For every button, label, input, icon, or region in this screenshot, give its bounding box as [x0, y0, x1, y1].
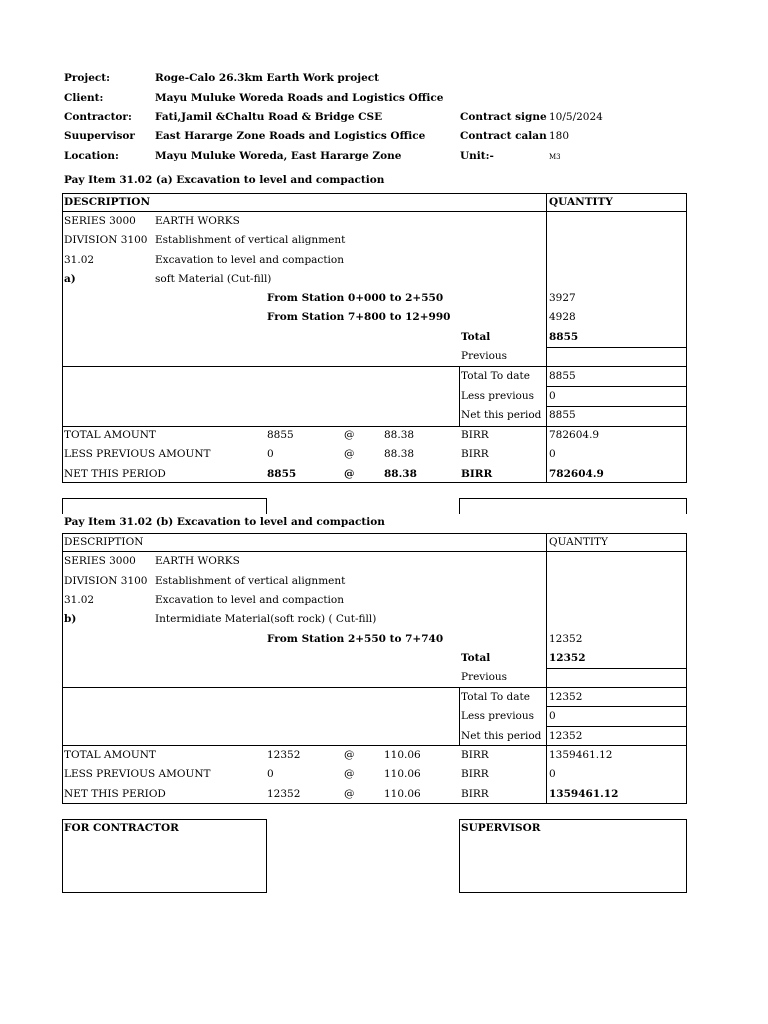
amount-row-rate: 110.06	[384, 788, 421, 800]
less-previous-value: 0	[549, 710, 556, 722]
amount-row-amount: 1359461.12	[549, 788, 619, 800]
amount-row-at: @	[344, 749, 355, 761]
amount-row-rate: 110.06	[384, 749, 421, 761]
station-2-quantity: 4928	[549, 311, 576, 323]
less-previous-label: Less previous	[461, 710, 535, 722]
amount-row-amount: 1359461.12	[549, 749, 613, 761]
project-label: Project:	[64, 72, 111, 84]
divider	[459, 366, 460, 426]
divider	[62, 687, 687, 688]
divider	[546, 406, 687, 407]
divider	[546, 668, 687, 669]
total-quantity: 12352	[549, 652, 586, 664]
amount-row-currency: BIRR	[461, 468, 493, 480]
divider	[459, 687, 460, 745]
quantity-header: QUANTITY	[549, 536, 608, 548]
amount-row-rate: 88.38	[384, 448, 415, 460]
supervisor-value: East Hararge Zone Roads and Logistics Office	[155, 130, 426, 142]
sub-item-code: a)	[64, 273, 76, 285]
total-to-date-value: 8855	[549, 370, 576, 382]
amount-row-amount: 0	[549, 768, 556, 780]
divider	[62, 551, 687, 552]
total-to-date-label: Total To date	[461, 370, 530, 382]
station-1-label: From Station 2+550 to 7+740	[267, 633, 444, 645]
blank-box	[62, 498, 267, 514]
amount-row-label: NET THIS PERIOD	[64, 468, 166, 480]
amount-row-amount: 782604.9	[549, 468, 604, 480]
sub-item-name: Intermidiate Material(soft rock) ( Cut-fill)	[155, 613, 377, 625]
pay-item-a-title: Pay Item 31.02 (a) Excavation to level and compaction	[64, 174, 385, 186]
amount-row-currency: BIRR	[461, 749, 489, 761]
divider	[62, 745, 687, 746]
series-name: EARTH WORKS	[155, 215, 240, 227]
project-value: Roge-Calo 26.3km Earth Work project	[155, 72, 380, 84]
series-name: EARTH WORKS	[155, 555, 240, 567]
amount-row-amount: 0	[549, 448, 556, 460]
less-previous-value: 0	[549, 390, 556, 402]
description-header: DESCRIPTION	[64, 196, 151, 208]
contractor-label: Contractor:	[64, 111, 132, 123]
division-code: DIVISION 3100	[64, 234, 148, 246]
amount-row-rate: 88.38	[384, 468, 417, 480]
item-name: Excavation to level and compaction	[155, 254, 344, 266]
sub-item-name: soft Material (Cut-fill)	[155, 273, 272, 285]
amount-row-amount: 782604.9	[549, 429, 600, 441]
amount-row-label: NET THIS PERIOD	[64, 788, 166, 800]
net-this-period-label: Net this period	[461, 730, 542, 742]
divider	[546, 193, 547, 483]
amount-row-label: LESS PREVIOUS AMOUNT	[64, 448, 211, 460]
amount-row-qty: 0	[267, 768, 274, 780]
unit-value: M3	[549, 153, 561, 161]
amount-row-at: @	[344, 468, 355, 480]
client-value: Mayu Muluke Woreda Roads and Logistics Office	[155, 92, 444, 104]
amount-row-qty: 12352	[267, 749, 301, 761]
amount-row-qty: 8855	[267, 429, 294, 441]
contract-calendar-value: 180	[549, 130, 570, 142]
supervisor-label: Suupervisor	[64, 130, 135, 142]
amount-row-at: @	[344, 788, 355, 800]
pay-item-b-title: Pay Item 31.02 (b) Excavation to level and compaction	[64, 516, 385, 528]
contract-signed-label: Contract signe	[460, 111, 547, 123]
sub-item-code: b)	[64, 613, 77, 625]
blank-box	[459, 498, 687, 514]
division-name: Establishment of vertical alignment	[155, 234, 346, 246]
amount-row-currency: BIRR	[461, 788, 489, 800]
amount-row-rate: 88.38	[384, 429, 415, 441]
station-1-quantity: 12352	[549, 633, 583, 645]
total-to-date-value: 12352	[549, 691, 583, 703]
total-to-date-label: Total To date	[461, 691, 530, 703]
previous-label: Previous	[461, 350, 508, 362]
division-code: DIVISION 3100	[64, 575, 148, 587]
net-this-period-value: 12352	[549, 730, 583, 742]
location-label: Location:	[64, 150, 119, 162]
amount-row-rate: 110.06	[384, 768, 421, 780]
amount-row-qty: 12352	[267, 788, 301, 800]
contract-signed-value: 10/5/2024	[549, 111, 603, 123]
amount-row-qty: 8855	[267, 468, 297, 480]
series-code: SERIES 3000	[64, 215, 136, 227]
amount-row-label: TOTAL AMOUNT	[64, 749, 156, 761]
divider	[546, 726, 687, 727]
divider	[62, 426, 687, 427]
item-name: Excavation to level and compaction	[155, 594, 344, 606]
contract-calendar-label: Contract calan	[460, 130, 547, 142]
contractor-signature-label: FOR CONTRACTOR	[64, 822, 179, 834]
client-label: Client:	[64, 92, 104, 104]
description-header: DESCRIPTION	[64, 536, 144, 548]
supervisor-signature-label: SUPERVISOR	[461, 822, 541, 834]
total-quantity: 8855	[549, 331, 579, 343]
division-name: Establishment of vertical alignment	[155, 575, 346, 587]
series-code: SERIES 3000	[64, 555, 136, 567]
location-value: Mayu Muluke Woreda, East Hararge Zone	[155, 150, 402, 162]
station-1-label: From Station 0+000 to 2+550	[267, 292, 444, 304]
quantity-header: QUANTITY	[549, 196, 613, 208]
amount-row-currency: BIRR	[461, 768, 489, 780]
amount-row-label: TOTAL AMOUNT	[64, 429, 156, 441]
amount-row-at: @	[344, 768, 355, 780]
previous-label: Previous	[461, 671, 508, 683]
amount-row-at: @	[344, 429, 355, 441]
item-code: 31.02	[64, 594, 95, 606]
amount-row-currency: BIRR	[461, 429, 489, 441]
divider	[546, 386, 687, 387]
amount-row-label: LESS PREVIOUS AMOUNT	[64, 768, 211, 780]
station-2-label: From Station 7+800 to 12+990	[267, 311, 451, 323]
net-this-period-label: Net this period	[461, 409, 542, 421]
amount-row-at: @	[344, 448, 355, 460]
total-label: Total	[461, 652, 491, 664]
contractor-value: Fati,Jamil &Chaltu Road & Bridge CSE	[155, 111, 383, 123]
station-1-quantity: 3927	[549, 292, 576, 304]
divider	[546, 347, 687, 348]
item-code: 31.02	[64, 254, 95, 266]
divider	[546, 706, 687, 707]
amount-row-qty: 0	[267, 448, 274, 460]
net-this-period-value: 8855	[549, 409, 576, 421]
total-label: Total	[461, 331, 491, 343]
amount-row-currency: BIRR	[461, 448, 489, 460]
divider	[62, 211, 687, 212]
less-previous-label: Less previous	[461, 390, 535, 402]
unit-label: Unit:-	[460, 150, 494, 162]
divider	[62, 366, 687, 367]
